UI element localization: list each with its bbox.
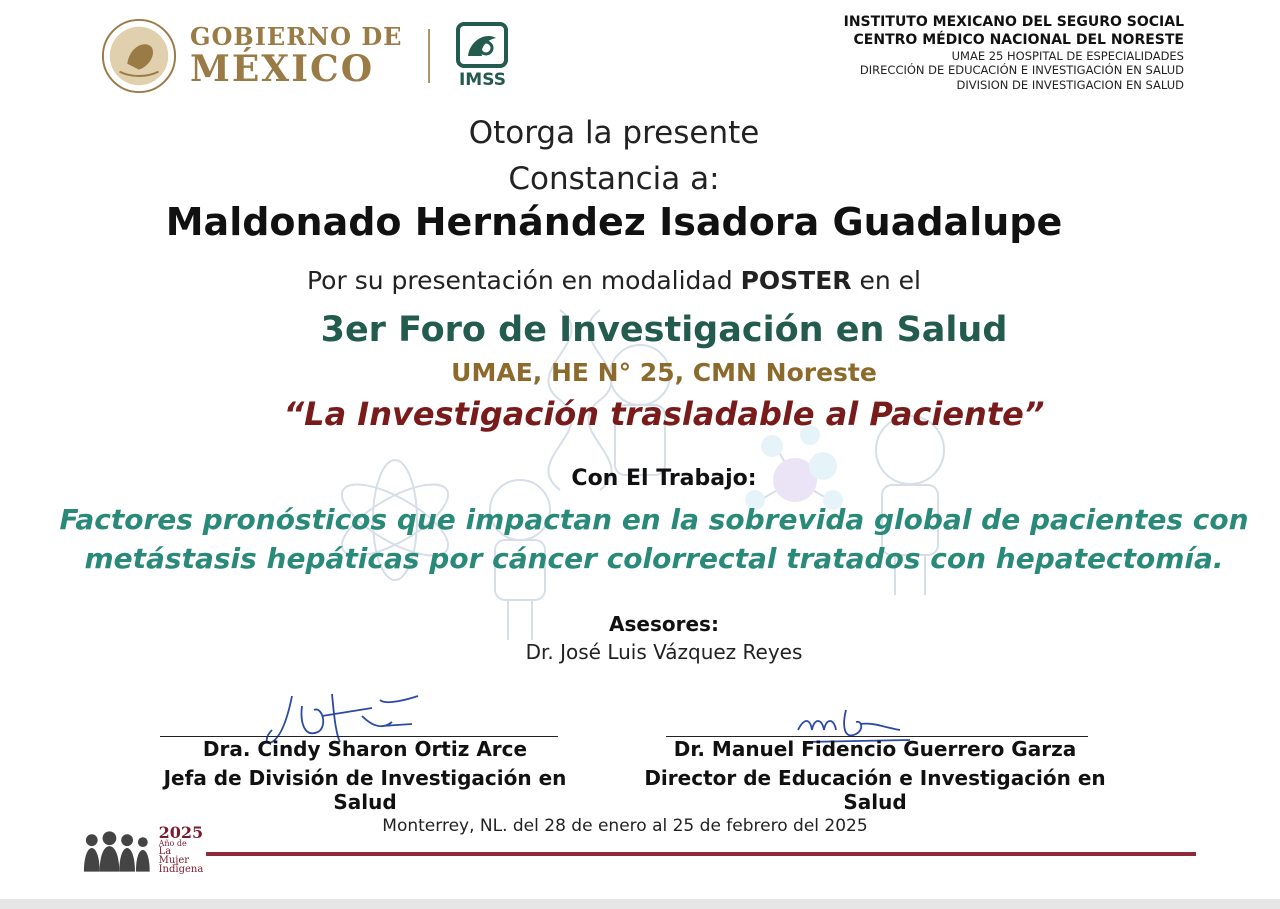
imss-emblem-icon: [456, 22, 508, 68]
signer-1-name: Dra. Cindy Sharon Ortiz Arce: [202, 737, 528, 761]
otorga-line-1: Otorga la presente: [468, 115, 760, 151]
signer-2-name: Dr. Manuel Fidencio Guerrero Garza: [673, 737, 1077, 761]
institution-line-3: UMAE 25 HOSPITAL DE ESPECIALIDADES: [951, 49, 1184, 63]
date-location: Monterrey, NL. del 28 de enero al 25 de febrero del 2025: [382, 816, 868, 836]
work-title: [40, 500, 1268, 578]
event-motto: “La Investigación trasladable al Paciente”: [283, 395, 1045, 433]
imss-logo: [452, 22, 512, 90]
modalidad-suffix: en el: [851, 266, 921, 295]
imss-label: IMSS: [458, 70, 506, 90]
women-figures-icon: [80, 826, 155, 874]
logo-divider: [428, 29, 430, 83]
event-venue: UMAE, HE N° 25, CMN Noreste: [451, 358, 877, 387]
year-logo-line1: La Mujer: [158, 846, 190, 867]
work-title-line-2: metástasis hepáticas por cáncer colorrectal tratados con hepatectomía.: [84, 542, 1224, 575]
institution-line-4: DIRECCIÓN DE EDUCACIÓN E INVESTIGACIÓN EN SALUD: [859, 63, 1184, 78]
gobierno-line1: GOBIERNO DE: [190, 22, 403, 51]
event-title: 3er Foro de Investigación en Salud: [320, 310, 1008, 350]
mujer-indigena-2025-logo: [80, 822, 204, 876]
gobierno-mexico-logo: [100, 16, 512, 96]
advisors-label: Asesores:: [609, 612, 719, 636]
year-logo-line2: Indígena: [158, 864, 204, 876]
year-logo-small: Año de: [158, 839, 187, 849]
mexico-seal-icon: [100, 17, 178, 95]
work-label: Con El Trabajo:: [571, 466, 757, 491]
modalidad-prefix: Por su presentación en modalidad: [307, 266, 741, 295]
modalidad-text: [0, 266, 1228, 295]
gobierno-line2: MÉXICO: [190, 48, 375, 90]
signer-1-role: Jefa de División de Investigación en Salud: [163, 766, 567, 814]
institution-line-5: DIVISION DE INVESTIGACION EN SALUD: [956, 77, 1184, 92]
recipient-name: Maldonado Hernández Isadora Guadalupe: [165, 200, 1063, 244]
year-logo-year: 2025: [158, 822, 204, 842]
institution-line-1: INSTITUTO MEXICANO DEL SEGURO SOCIAL: [843, 14, 1184, 30]
advisor-name: Dr. José Luis Vázquez Reyes: [525, 640, 803, 664]
year-logo-text: [158, 822, 204, 876]
institution-line-2: CENTRO MÉDICO NACIONAL DEL NORESTE: [853, 31, 1184, 48]
otorga-line-2: Constancia a:: [508, 161, 720, 197]
modalidad-bold: POSTER: [740, 266, 852, 295]
otorga-text: [0, 110, 1228, 202]
footer-bar: [206, 852, 1196, 856]
work-title-line-1: Factores pronósticos que impactan en la sobrevida global de pacientes con: [59, 503, 1249, 536]
gobierno-mexico-wordmark: [190, 22, 403, 90]
institution-header: [844, 14, 1184, 92]
bottom-strip: [0, 899, 1280, 909]
signer-2-role: Director de Educación e Investigación en Salud: [644, 766, 1106, 814]
